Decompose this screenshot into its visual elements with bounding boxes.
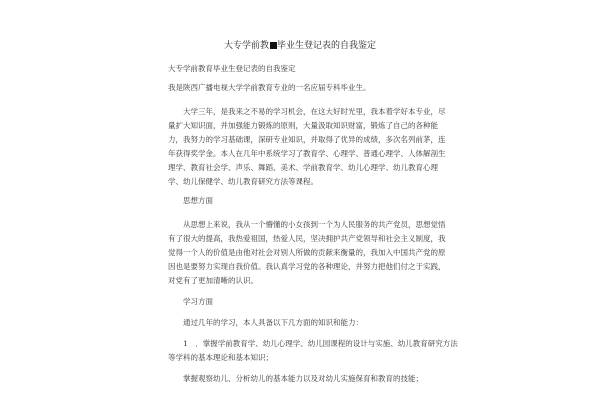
- paragraph-line: 因也是要努力实现自我价值。我认真学习党的各种理论，并努力把他们付之于实践，: [168, 262, 446, 271]
- paragraph-line: 量扩大知识面，并加强能力锻炼的原则，大量汲取知识财富，锻炼了自己的各种能: [168, 121, 438, 130]
- paragraph-line: 力，我努力的学习基础课，深研专业知识，并取得了优异的成绩，多次名列前茅，连: [168, 135, 446, 144]
- document-subtitle: 大专学前教育毕业生登记表的自我鉴定: [168, 64, 296, 73]
- paragraph-line: 大学三年，是我来之不易的学习机会，在这大好时光里，我本着学好本专业，尽: [183, 107, 446, 116]
- learning-intro: 通过几年的学习，本人具备以下几方面的知识和能力：: [183, 318, 363, 327]
- redaction-mark: [270, 42, 277, 49]
- list-item-2: 掌握观察幼儿、分析幼儿的基本能力以及对幼儿实施保育和教育的技能；: [183, 374, 423, 383]
- paragraph-line: 年获得奖学金。本人在几年中系统学习了教育学、心理学、普通心理学、人体解剖生: [168, 149, 446, 158]
- list-item-1: [168, 337, 458, 365]
- title-text-part2: 毕业生登记表的自我鉴定: [277, 41, 377, 51]
- paragraph-line: 有了很大的提高，我热爱祖国，热爱人民，坚决拥护共产党领导和社会主义制度，我: [168, 234, 446, 243]
- thought-paragraph: [168, 218, 446, 288]
- paragraph-line: 对党有了更加清晰的认识。: [168, 276, 258, 285]
- document-body: [168, 62, 458, 386]
- list-item-line: 等学科的基本理论和基本知识；: [168, 353, 273, 362]
- document-title: [0, 40, 600, 52]
- paragraph-line: 学、幼儿保健学、幼儿教育研究方法等课程。: [168, 177, 318, 186]
- study-paragraph: [168, 105, 446, 189]
- section-heading-learning: 学习方面: [183, 297, 213, 306]
- paragraph-line: 觉得一个人的价值是由他对社会对别人所做的贡献来衡量的，我加入中国共产党的原: [168, 248, 446, 257]
- paragraph-line: 理学、教育社会学、声乐、舞蹈、美术、学前教育学、幼儿心理学、幼儿教育心理: [168, 163, 438, 172]
- intro-paragraph: 我是陕西广播电视大学学前教育专业的一名应届专科毕业生。: [168, 83, 371, 92]
- list-item-line: 1 ．掌握学前教育学、幼儿心理学、幼儿园课程的设计与实施、幼儿教育研究方法: [183, 339, 458, 348]
- section-heading-thought: 思想方面: [183, 196, 213, 205]
- title-text-part1: 大专学前教: [223, 41, 269, 51]
- paragraph-line: 从思想上来说，我从一个懵懂的小女孩到一个为人民服务的共产党员，思想觉悟: [183, 220, 446, 229]
